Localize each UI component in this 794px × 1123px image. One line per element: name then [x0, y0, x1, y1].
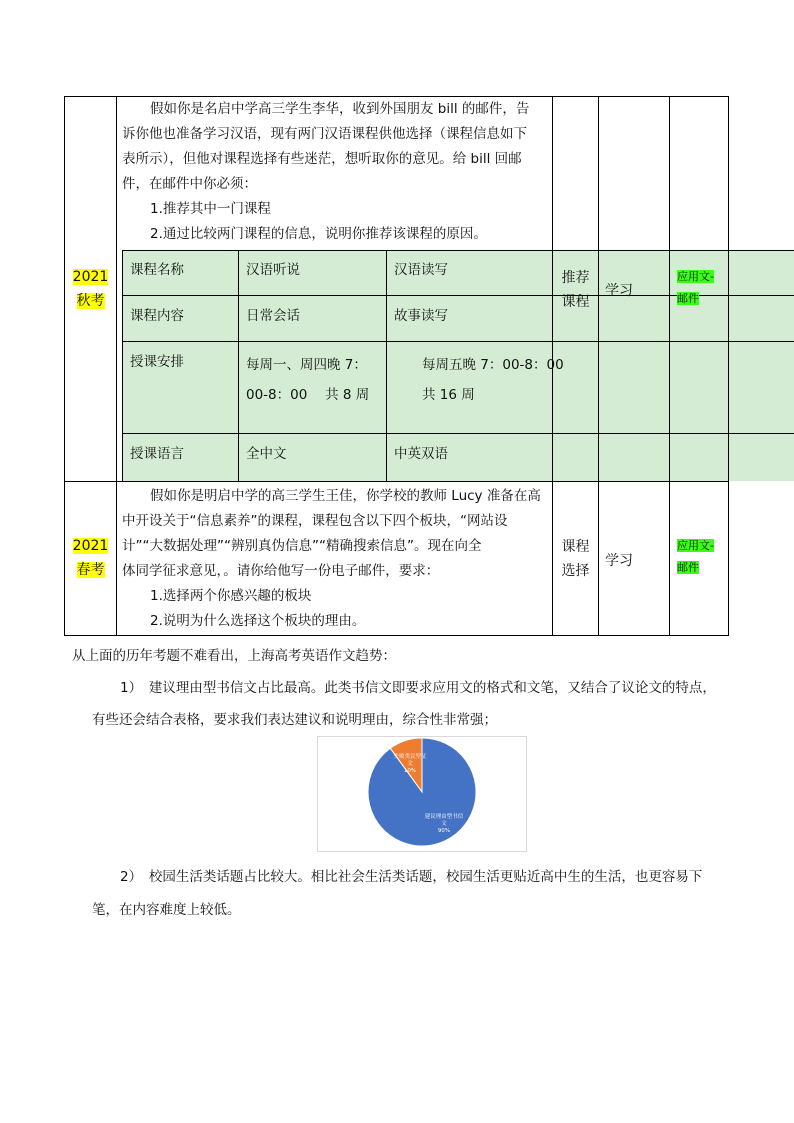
- pie-chart-frame: [317, 736, 527, 852]
- prompt-line: 表所示），但他对课程选择有些迷茫，想听取你的意见。给 bill 回邮: [122, 151, 522, 167]
- language-2: 中英双语: [394, 446, 448, 462]
- course-name-2: 汉语读写: [394, 262, 448, 278]
- year-label: 2021: [72, 538, 109, 554]
- year-cell-2021-autumn: [65, 265, 116, 313]
- course-content-1: 日常会话: [246, 308, 300, 324]
- course-content-2: 故事读写: [394, 308, 448, 324]
- schedule-2: [422, 350, 564, 410]
- pie-label-text: 建议理由型书信: [424, 814, 464, 820]
- pie-label-text: 10%: [403, 768, 417, 774]
- type-cell-1: [677, 266, 714, 310]
- topic-line: 课程: [561, 294, 590, 310]
- prompt-text-2: [122, 484, 552, 634]
- prompt-line: 中开设关于“信息素养”的课程，课程包含以下四个板块，“网站设: [122, 513, 508, 529]
- term-label: 秋考: [76, 293, 105, 309]
- prompt-line: 假如你是名启中学高三学生李华，收到外国朋友 bill 的邮件，告: [150, 101, 530, 117]
- type-label: 应用文-: [677, 270, 714, 283]
- schedule-1-line: 00-8：00 共 8 周: [246, 387, 370, 403]
- prompt-text-1: [122, 97, 552, 247]
- course-content-header: 课程内容: [130, 308, 184, 324]
- prompt-line: 体同学征求意见，。请你给他写一份电子邮件，要求：: [122, 563, 440, 579]
- pie-chart: [318, 737, 526, 851]
- prompt-line: 1.推荐其中一门课程: [150, 201, 271, 217]
- schedule-2-line: 共 16 周: [422, 387, 475, 403]
- schedule-1-line: 每周一、周四晚 7：: [246, 357, 367, 373]
- topic-line: 选择: [561, 563, 590, 579]
- topic-cell-1: [553, 266, 598, 314]
- type-label: 邮件: [677, 561, 699, 574]
- term-label: 春考: [76, 562, 105, 578]
- pie-label-text: 失败类议型征: [393, 754, 427, 760]
- year-label: 2021: [72, 269, 109, 285]
- point-1-line-2: 有些还会结合表格，要求我们表达建议和说明理由，综合性非常强；: [92, 712, 497, 728]
- category-cell-1: 学习: [605, 283, 633, 299]
- type-label: 邮件: [677, 292, 699, 305]
- topic-line: 推荐: [561, 270, 590, 286]
- pie-label-text: 90%: [437, 828, 451, 834]
- topic-line: 课程: [561, 539, 590, 555]
- prompt-line: 计”“大数据处理”“辨别真伪信息”“精确搜索信息”。现在向全: [122, 538, 482, 554]
- prompt-line: 1.选择两个你感兴趣的板块: [150, 588, 312, 604]
- prompt-line: 2.通过比较两门课程的信息，说明你推荐该课程的原因。: [150, 226, 487, 242]
- language-1: 全中文: [246, 446, 287, 462]
- intro-text: 从上面的历年考题不难看出，上海高考英语作文趋势：: [72, 648, 396, 664]
- point-2-line-2: 笔，在内容难度上较低。: [92, 902, 241, 918]
- point-1-line-1: 1） 建议理由型书信文占比最高。此类书信文即要求应用文的格式和文笔，又结合了议论文的特点，: [120, 680, 716, 696]
- schedule-header: 授课安排: [130, 354, 184, 370]
- type-label: 应用文-: [677, 539, 714, 552]
- year-cell-2021-spring: [65, 534, 116, 582]
- course-name-1: 汉语听说: [246, 262, 300, 278]
- type-cell-2: [677, 535, 714, 579]
- prompt-line: 件，在邮件中你必须：: [122, 176, 257, 192]
- schedule-2-line: 每周五晚 7：00-8：00: [422, 357, 564, 373]
- language-header: 授课语言: [130, 446, 184, 462]
- category-cell-2: 学习: [605, 553, 633, 569]
- pie-label-text: 文: [441, 821, 447, 827]
- point-2-line-1: 2） 校园生活类话题占比较大。相比社会生活类话题，校园生活更贴近高中生的生活，也更容易下: [120, 869, 703, 885]
- prompt-line: 诉你他也准备学习汉语，现有两门汉语课程供他选择（课程信息如下: [122, 126, 527, 142]
- pie-label-text: 文: [407, 761, 413, 767]
- schedule-1: [246, 350, 369, 410]
- topic-cell-2: [553, 535, 598, 583]
- course-name-header: 课程名称: [130, 262, 184, 278]
- prompt-line: 假如你是明启中学的高三学生王佳，你学校的教师 Lucy 准备在高: [150, 488, 541, 504]
- prompt-line: 2.说明为什么选择这个板块的理由。: [150, 613, 366, 629]
